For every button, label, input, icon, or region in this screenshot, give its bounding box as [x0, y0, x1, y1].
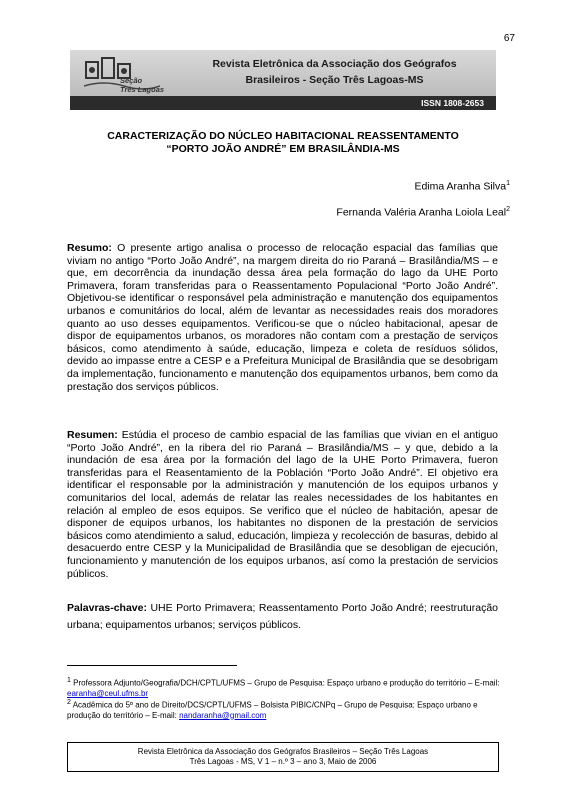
footnote-2-text: Acadêmica do 5º ano de Direito/DCS/CPTL/UFMS – Bolsista PIBIC/CNPq – Grupo de Pesquisa: Espaço urbano e produção do território – E-mail: [67, 700, 478, 720]
footer-line1: Revista Eletrônica da Associação dos Geógrafos Brasileiros – Seção Três Lagoas [137, 747, 429, 756]
author-2 [336, 206, 510, 219]
footnote-2 [67, 698, 503, 721]
journal-header-banner [70, 50, 496, 110]
abstract-text: O presente artigo analisa o processo de relocação espacial das famílias que viviam no antigo “Porto João André”, na margem direita do rio Paraná – Brasilândia/MS – e que, em decorrência da inundação dessa área pela formação do lago da UHE Porto Primavera, foram transferidas para o Reassentamento Populacional “Porto João André”. Objetivou-se identificar o responsável pela administração e manutenção dos equipamentos urbanos e comunitários do local, além de levantar as necessidades reais dos moradores quanto ao uso desses equipamentos. Verificou-se que o núcleo habitacional, apesar de dispor de equipamentos urbanos, os moradores não contam com a prestação de serviços básicos, como atendimento à saúde, educação, limpeza e coleta de resíduos sólidos, devido ao impasse entre a CESP e a Prefeitura Municipal de Brasilândia que se desobrigam da implementação, funcionamento e manutenção dos equipamentos urbanos, bem como da prestação dos serviços públicos. [67, 242, 498, 393]
footnote-divider [67, 665, 237, 666]
journal-title-line1: Revista Eletrônica da Associação dos Geógrafos [212, 58, 457, 70]
article-title-line2: “PORTO JOÃO ANDRÉ” EM BRASILÂNDIA-MS [166, 143, 400, 155]
author-1-footnote-mark: 1 [506, 180, 510, 187]
footnote-1-mark: 1 [67, 677, 71, 684]
footnote-2-email-link[interactable]: nandaranha@gmail.com [179, 710, 267, 720]
author-2-name: Fernanda Valéria Aranha Loiola Leal [336, 206, 507, 219]
journal-title [182, 56, 487, 88]
article-title-line1: CARACTERIZAÇÃO DO NÚCLEO HABITACIONAL REASSENTAMENTO [107, 130, 459, 142]
footer-line2: Três Lagoas - MS, V 1 – n.º 3 – ano 3, Maio de 2006 [189, 757, 377, 766]
author-2-footnote-mark: 2 [506, 206, 510, 213]
footnote-1-email-link[interactable]: earanha@ceul.ufms.br [67, 688, 149, 698]
issn-label: ISSN 1808-2653 [421, 98, 484, 108]
page-number: 67 [503, 33, 515, 44]
abstract-portuguese [67, 242, 498, 393]
footnote-1-text: Professora Adjunto/Geografia/DCH/CPTL/UFMS – Grupo de Pesquisa: Espaço urbano e produção do território – E-mail: [73, 678, 500, 688]
author-1 [414, 180, 510, 193]
keywords-text: UHE Porto Primavera; Reassentamento Porto João André; reestruturação urbana; equipamentos urbanos; serviços públicos. [67, 602, 498, 631]
footnote-1 [67, 676, 503, 699]
keywords-label: Palavras-chave: [67, 602, 147, 614]
author-1-name: Edima Aranha Silva [414, 180, 507, 193]
abstract-label: Resumo: [67, 242, 112, 254]
resumen-label: Resumen: [67, 429, 118, 441]
journal-title-line2: Brasileiros - Seção Três Lagoas-MS [245, 74, 424, 86]
keywords [67, 600, 498, 634]
footnote-2-mark: 2 [67, 699, 71, 706]
resumen-text: Estúdia el proceso de cambio espacial de las famílias que vivian en el antiguo “Porto João André”, en la ribera del rio Paraná – Brasilândia/MS – y que, debido a la inundación de esa área por la formación del lago de la UHE Porto Primavera, fueron transferidas para el Reasentamiento de la Población “Porto João André”. El objetivo era identificar el responsable por la administración y manutención de los equipos urbanos y comunitarios del local, además de relatar las reales necessidades de los habitantes en relación al empleo de esos equipos. Se verifico que el núcleo de habitación, apesar de disponer de equipos urbanos, los habitantes no disponen de la prestación de servicios básicos como atendimiento a salud, educación, limpieza y recolección de basuras, debido al desacuerdo entre CESP y la Municipalidad de Brasilândia que se desobligan de ejecución, funcionamiento y manutención de los equipos urbanos, así como la prestación de servicios públicos. [67, 429, 498, 580]
logo-section-label: Seção Três Lagoas [120, 76, 165, 94]
abstract-spanish [67, 429, 498, 580]
article-title [60, 130, 506, 156]
page-footer [67, 742, 499, 772]
